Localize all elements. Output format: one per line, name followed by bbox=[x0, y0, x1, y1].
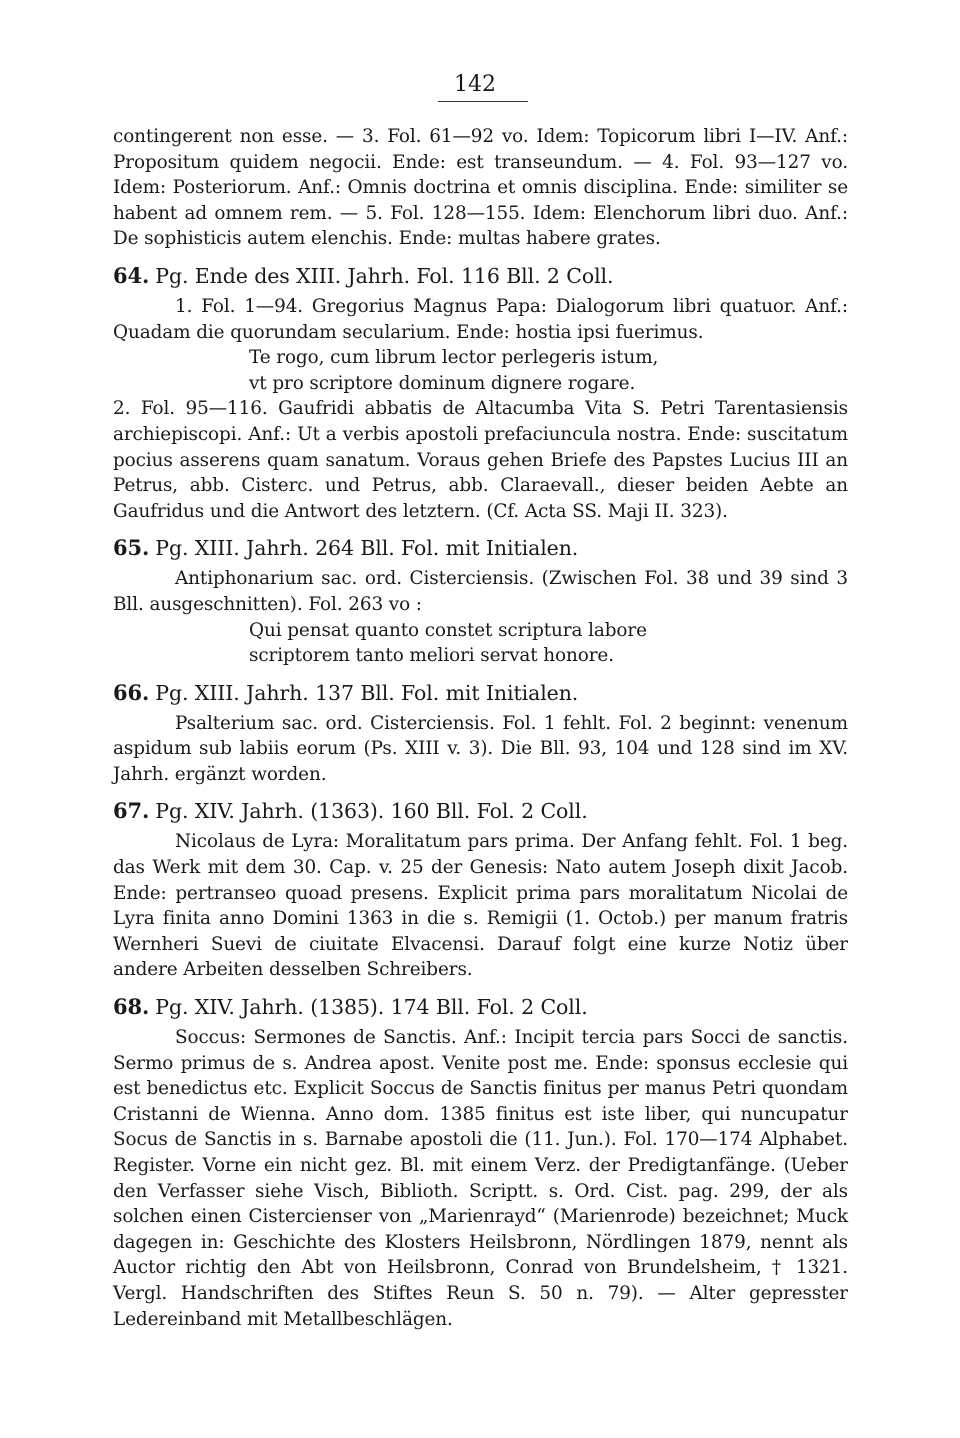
entry-body: Soccus: Sermones de Sanctis. Anf.: Incipit tercia pars Socci de sanctis. Sermo primus de s. Andrea apost. Venite post me. Ende: sponsus ecclesie qui est benedictus etc. Explicit Soccus de Sanctis finitus per manus Petri quondam Cristanni de Wienna. Anno dom. 1385 finitus est iste liber, qui nuncupatur Socus de Sanctis in s. Barnabe apostoli die (11. Jun.). Fol. 170—174 Alphabet. Register. Vorne ein nicht gez. Bl. mit einem Verz. der Predigtanfänge. (Ueber den Verfasser siehe Visch, Biblioth. Scriptt. s. Ord. Cist. pag. 299, der als solchen einen Cistercienser von „Marienrayd“ (Marienrode) bezeichnet; Muck dagegen in: Geschichte des Klosters Heilsbronn, Nördlingen 1879, nennt als Auctor richtig den Abt von Heilsbronn, Conrad von Brundelsheim, † 1321. Vergl. Handschriften des Stiftes Reun S. 50 n. 79). — Alter gepresster Ledereinband mit Metallbeschlägen. bbox=[113, 1027, 848, 1330]
entry-heading bbox=[113, 797, 848, 825]
page-number-rule bbox=[438, 101, 528, 102]
entry-heading bbox=[113, 679, 848, 707]
entry-number: 67. bbox=[113, 798, 150, 824]
verse-line: scriptorem tanto meliori servat honore. bbox=[249, 645, 614, 667]
entry-heading bbox=[113, 993, 848, 1021]
entry-heading bbox=[113, 534, 848, 562]
page-text bbox=[113, 124, 848, 1332]
entry-number: 65. bbox=[113, 535, 150, 561]
entry-body: Nicolaus de Lyra: Moralitatum pars prima. Der Anfang fehlt. Fol. 1 beg. das Werk mit dem 30. Cap. v. 25 der Genesis: Nato autem Joseph dixit Jacob. Ende: pertranseo quoad presens. Explicit prima pars moralitatum Nicolai de Lyra finita anno Domini 1363 in die s. Remigii (1. Octob.) per manum fratris Wernheri Suevi de ciuitate Elvacensi. Darauf folgt eine kurze Notiz über andere Arbeiten desselben Schreibers. bbox=[113, 831, 848, 981]
entry-heading-text: Pg. XIV. Jahrh. (1385). 174 Bll. Fol. 2 Coll. bbox=[155, 995, 588, 1020]
verse-line: Te rogo, cum librum lector perlegeris istum, bbox=[249, 347, 659, 369]
entry-heading bbox=[113, 262, 848, 290]
entry-number: 66. bbox=[113, 679, 150, 705]
verse-line: vt pro scriptore dominum dignere rogare. bbox=[249, 372, 636, 394]
entry-heading-text: Pg. XIV. Jahrh. (1363). 160 Bll. Fol. 2 Coll. bbox=[155, 799, 588, 824]
entry-body: 1. Fol. 1—94. Gregorius Magnus Papa: Dialogorum libri quatuor. Anf.: Quadam die quorundam secularium. Ende: hostia ipsi fuerimus. bbox=[113, 295, 848, 343]
verse-line: Qui pensat quanto constet scriptura labore bbox=[249, 619, 647, 641]
entry-body: Antiphonarium sac. ord. Cisterciensis. (Zwischen Fol. 38 und 39 sind 3 Bll. ausgeschnitten). Fol. 263 vo : bbox=[113, 568, 848, 615]
entry-number: 64. bbox=[113, 262, 150, 288]
entry-number: 68. bbox=[113, 994, 150, 1020]
entry-heading-text: Pg. Ende des XIII. Jahrh. Fol. 116 Bll. 2 Coll. bbox=[155, 263, 614, 288]
page-number: 142 bbox=[454, 72, 496, 97]
entry-body: 2. Fol. 95—116. Gaufridi abbatis de Altacumba Vita S. Petri Tarentasiensis archiepiscopi. Anf.: Ut a verbis apostoli prefaciuncula nostra. Ende: suscitatum pocius asserens quam sanatum. Voraus gehen Briefe des Papstes Lucius III an Petrus, abb. Cisterc. und Petrus, abb. Claraevall., dieser beiden Aebte an Gaufridus und die Antwort des letztern. (Cf. Acta SS. Maji II. 323). bbox=[113, 398, 848, 522]
entry-heading-text: Pg. XIII. Jahrh. 264 Bll. Fol. mit Initialen. bbox=[155, 536, 579, 561]
intro-paragraph: contingerent non esse. — 3. Fol. 61—92 vo. Idem: Topicorum libri I—IV. Anf.: Propositum quidem negocii. Ende: est transeundum. — 4. Fol. 93—127 vo. Idem: Posteriorum. Anf.: Omnis doctrina et omnis disciplina. Ende: similiter se habent ad omnem rem. — 5. Fol. 128—155. Idem: Elenchorum libri duo. Anf.: De sophisticis autem elenchis. Ende: multas habere grates. bbox=[113, 126, 848, 250]
entry-body: Psalterium sac. ord. Cisterciensis. Fol. 1 fehlt. Fol. 2 beginnt: venenum aspidum sub labiis eorum (Ps. XIII v. 3). Die Bll. 93, 104 und 128 sind im XV. Jahrh. ergänzt worden. bbox=[113, 712, 848, 785]
entry-heading-text: Pg. XIII. Jahrh. 137 Bll. Fol. mit Initialen. bbox=[155, 680, 579, 705]
